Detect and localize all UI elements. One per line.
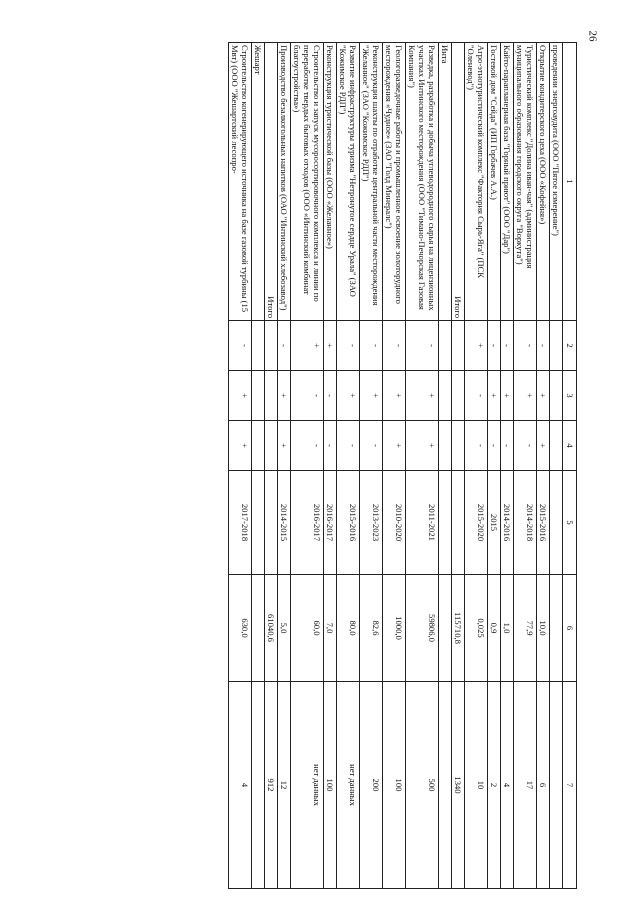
- col4-mark-cell: +: [278, 421, 291, 471]
- project-name-cell: Разведка, разработка и добыча углеводородного сырья на лицензионных участках Интинского месторождения (ООО "Тимано-Печорская Газовая Компания"): [406, 43, 439, 321]
- investment-cell: 7,0: [324, 575, 337, 682]
- table-row: [383, 43, 406, 889]
- jobs-cell: 500: [406, 682, 439, 889]
- col2-mark-cell: -: [337, 321, 360, 371]
- col2-mark-cell: -: [488, 321, 501, 371]
- col4-mark-cell: +: [383, 421, 406, 471]
- empty-cell: [452, 471, 465, 575]
- col3-mark-cell: +: [360, 371, 383, 421]
- project-name-cell: Строительство и запуск мусоросортировочного комплекса и линии по переработке твердых бытовых отходов (ООО «Интинский комбинат благоустройства»): [291, 43, 324, 321]
- section-row: [439, 43, 452, 889]
- header-col-2: 2: [563, 321, 577, 371]
- project-name-cell: Открытие кондитерского цеха (ООО «Кофейня»): [537, 43, 550, 321]
- table-row: [465, 43, 488, 889]
- empty-cell: [252, 682, 265, 889]
- jobs-cell: 100: [324, 682, 337, 889]
- empty-cell: [265, 371, 278, 421]
- period-cell: 2015-2016: [337, 471, 360, 575]
- col2-mark-cell: +: [324, 321, 337, 371]
- period-cell: 2016-2017: [324, 471, 337, 575]
- empty-cell: [439, 421, 452, 471]
- investment-cell: 630,0: [229, 575, 252, 682]
- investment-cell: [550, 575, 563, 682]
- total-investment-cell: 61040,6: [265, 575, 278, 682]
- empty-cell: [252, 471, 265, 575]
- section-row: [252, 43, 265, 889]
- table-row: [406, 43, 439, 889]
- period-cell: 2013-2023: [360, 471, 383, 575]
- section-title: Инта: [439, 43, 452, 321]
- col4-mark-cell: -: [291, 421, 324, 471]
- investment-cell: 0,025: [465, 575, 488, 682]
- col2-mark-cell: -: [501, 321, 514, 371]
- col3-mark-cell: +: [488, 371, 501, 421]
- col4-mark-cell: -: [465, 421, 488, 471]
- period-cell: 2010-2020: [383, 471, 406, 575]
- project-name-cell: Строительство когенерирующего источника на базе газовой турбины (15 Мвт) (ООО "Жешартский лесопро-: [229, 43, 252, 321]
- project-name-cell: Кайто-парапланерная база "Горный приют" (ООО "Дар"): [501, 43, 514, 321]
- col3-mark-cell: +: [383, 371, 406, 421]
- total-row: [452, 43, 465, 889]
- col4-mark-cell: -: [360, 421, 383, 471]
- col3-mark-cell: +: [537, 371, 550, 421]
- total-investment-cell: 115710,8: [452, 575, 465, 682]
- investment-cell: 60,0: [291, 575, 324, 682]
- table-row: [514, 43, 537, 889]
- col3-mark-cell: -: [324, 371, 337, 421]
- investment-cell: 59806,0: [406, 575, 439, 682]
- jobs-cell: нет данных: [337, 682, 360, 889]
- col2-mark-cell: -: [383, 321, 406, 371]
- table-row: [291, 43, 324, 889]
- investment-cell: 82,6: [360, 575, 383, 682]
- col3-mark-cell: +: [278, 371, 291, 421]
- col4-mark-cell: -: [501, 421, 514, 471]
- page-number: 26: [586, 30, 599, 42]
- investment-projects-table-rotated: [92, 42, 577, 888]
- header-col-6: 6: [563, 575, 577, 682]
- col2-mark-cell: [550, 321, 563, 371]
- empty-cell: [439, 471, 452, 575]
- empty-cell: [252, 371, 265, 421]
- investment-cell: 5,0: [278, 575, 291, 682]
- period-cell: 2015-2020: [465, 471, 488, 575]
- investment-cell: 80,0: [337, 575, 360, 682]
- jobs-cell: 4: [501, 682, 514, 889]
- investment-cell: 10,0: [537, 575, 550, 682]
- table-row: [324, 43, 337, 889]
- table-row: [337, 43, 360, 889]
- header-col-1: 1: [563, 43, 577, 321]
- col4-mark-cell: -: [514, 421, 537, 471]
- col4-mark-cell: +: [229, 421, 252, 471]
- empty-cell: [265, 321, 278, 371]
- col2-mark-cell: -: [406, 321, 439, 371]
- table-body: [229, 43, 577, 889]
- empty-cell: [252, 321, 265, 371]
- project-name-cell: Геологоразведочные работы и промышленное освоение золоторудного месторождения «Чудное» (ЗАО "Голд Минералс"): [383, 43, 406, 321]
- period-cell: [550, 471, 563, 575]
- project-name-cell: Развитие инфраструктуры туризма "Нетронутое сердце Урала" (ЗАО "Кожимское РДП"): [337, 43, 360, 321]
- project-name-cell: Гостевой дом "Сейда" (ИП Горбачев А.А.): [488, 43, 501, 321]
- empty-cell: [265, 421, 278, 471]
- header-col-3: 3: [563, 371, 577, 421]
- period-cell: 2011-2021: [406, 471, 439, 575]
- empty-cell: [252, 421, 265, 471]
- empty-cell: [452, 371, 465, 421]
- table-row: [501, 43, 514, 889]
- investment-cell: 1000,0: [383, 575, 406, 682]
- project-name-cell: Реконструкция шахты по отработке центральной части месторождения "Желанное" (ЗАО "Кожимское РДП"): [360, 43, 383, 321]
- investment-cell: 77,9: [514, 575, 537, 682]
- col3-mark-cell: -: [465, 371, 488, 421]
- table-row: [360, 43, 383, 889]
- period-cell: 2014-2018: [514, 471, 537, 575]
- col2-mark-cell: -: [514, 321, 537, 371]
- jobs-cell: 6: [537, 682, 550, 889]
- table-row: [488, 43, 501, 889]
- jobs-cell: [550, 682, 563, 889]
- investment-cell: 0,9: [488, 575, 501, 682]
- period-cell: 2016-2017: [291, 471, 324, 575]
- col2-mark-cell: +: [291, 321, 324, 371]
- jobs-cell: 10: [465, 682, 488, 889]
- header-col-7: 7: [563, 682, 577, 889]
- jobs-cell: нет данных: [291, 682, 324, 889]
- table-row: [278, 43, 291, 889]
- period-cell: 2015-2016: [537, 471, 550, 575]
- col3-mark-cell: +: [406, 371, 439, 421]
- total-jobs-cell: 1340: [452, 682, 465, 889]
- section-title: Жешарт: [252, 43, 265, 321]
- empty-cell: [265, 471, 278, 575]
- period-cell: 2017-2018: [229, 471, 252, 575]
- jobs-cell: 200: [360, 682, 383, 889]
- period-cell: 2015: [488, 471, 501, 575]
- project-name-cell: Производство безалкогольных напитков (ОАО "Интинский хлебозавод"): [278, 43, 291, 321]
- col3-mark-cell: +: [337, 371, 360, 421]
- col4-mark-cell: -: [324, 421, 337, 471]
- project-name-cell: проведении энергоаудита (ООО "Пятое измерение"): [550, 43, 563, 321]
- col4-mark-cell: [550, 421, 563, 471]
- project-name-cell: Агро-этнотуристический комплекс "Фактория Сырь-Яга" (ПСК "Оленевод"): [465, 43, 488, 321]
- empty-cell: [439, 575, 452, 682]
- empty-cell: [252, 575, 265, 682]
- empty-cell: [439, 682, 452, 889]
- jobs-cell: 17: [514, 682, 537, 889]
- col4-mark-cell: +: [537, 421, 550, 471]
- col4-mark-cell: -: [488, 421, 501, 471]
- col3-mark-cell: -: [291, 371, 324, 421]
- total-jobs-cell: 912: [265, 682, 278, 889]
- col2-mark-cell: -: [278, 321, 291, 371]
- table-row: [550, 43, 563, 889]
- investment-cell: 1,0: [501, 575, 514, 682]
- period-cell: 2014-2016: [501, 471, 514, 575]
- col3-mark-cell: +: [514, 371, 537, 421]
- jobs-cell: 4: [229, 682, 252, 889]
- col4-mark-cell: +: [406, 421, 439, 471]
- jobs-cell: 100: [383, 682, 406, 889]
- col2-mark-cell: -: [360, 321, 383, 371]
- table-row: [229, 43, 252, 889]
- col2-mark-cell: -: [537, 321, 550, 371]
- empty-cell: [452, 321, 465, 371]
- col3-mark-cell: +: [501, 371, 514, 421]
- total-row: [265, 43, 278, 889]
- total-label: Итого: [452, 43, 465, 321]
- project-name-cell: Туристический комплекс "Долина иван-чая" (администрация муниципального образования городского округа "Воркута"): [514, 43, 537, 321]
- jobs-cell: 2: [488, 682, 501, 889]
- table-row: [537, 43, 550, 889]
- col3-mark-cell: +: [229, 371, 252, 421]
- header-col-4: 4: [563, 421, 577, 471]
- period-cell: 2014-2015: [278, 471, 291, 575]
- empty-cell: [439, 371, 452, 421]
- project-name-cell: Реконструкция туристической базы (ООО «Желанное»): [324, 43, 337, 321]
- col4-mark-cell: -: [337, 421, 360, 471]
- empty-cell: [439, 321, 452, 371]
- total-label: Итого: [265, 43, 278, 321]
- col2-mark-cell: -: [229, 321, 252, 371]
- investment-projects-table: [228, 42, 577, 889]
- header-col-5: 5: [563, 471, 577, 575]
- jobs-cell: 12: [278, 682, 291, 889]
- empty-cell: [452, 421, 465, 471]
- header-row: [563, 43, 577, 889]
- col3-mark-cell: [550, 371, 563, 421]
- col2-mark-cell: +: [465, 321, 488, 371]
